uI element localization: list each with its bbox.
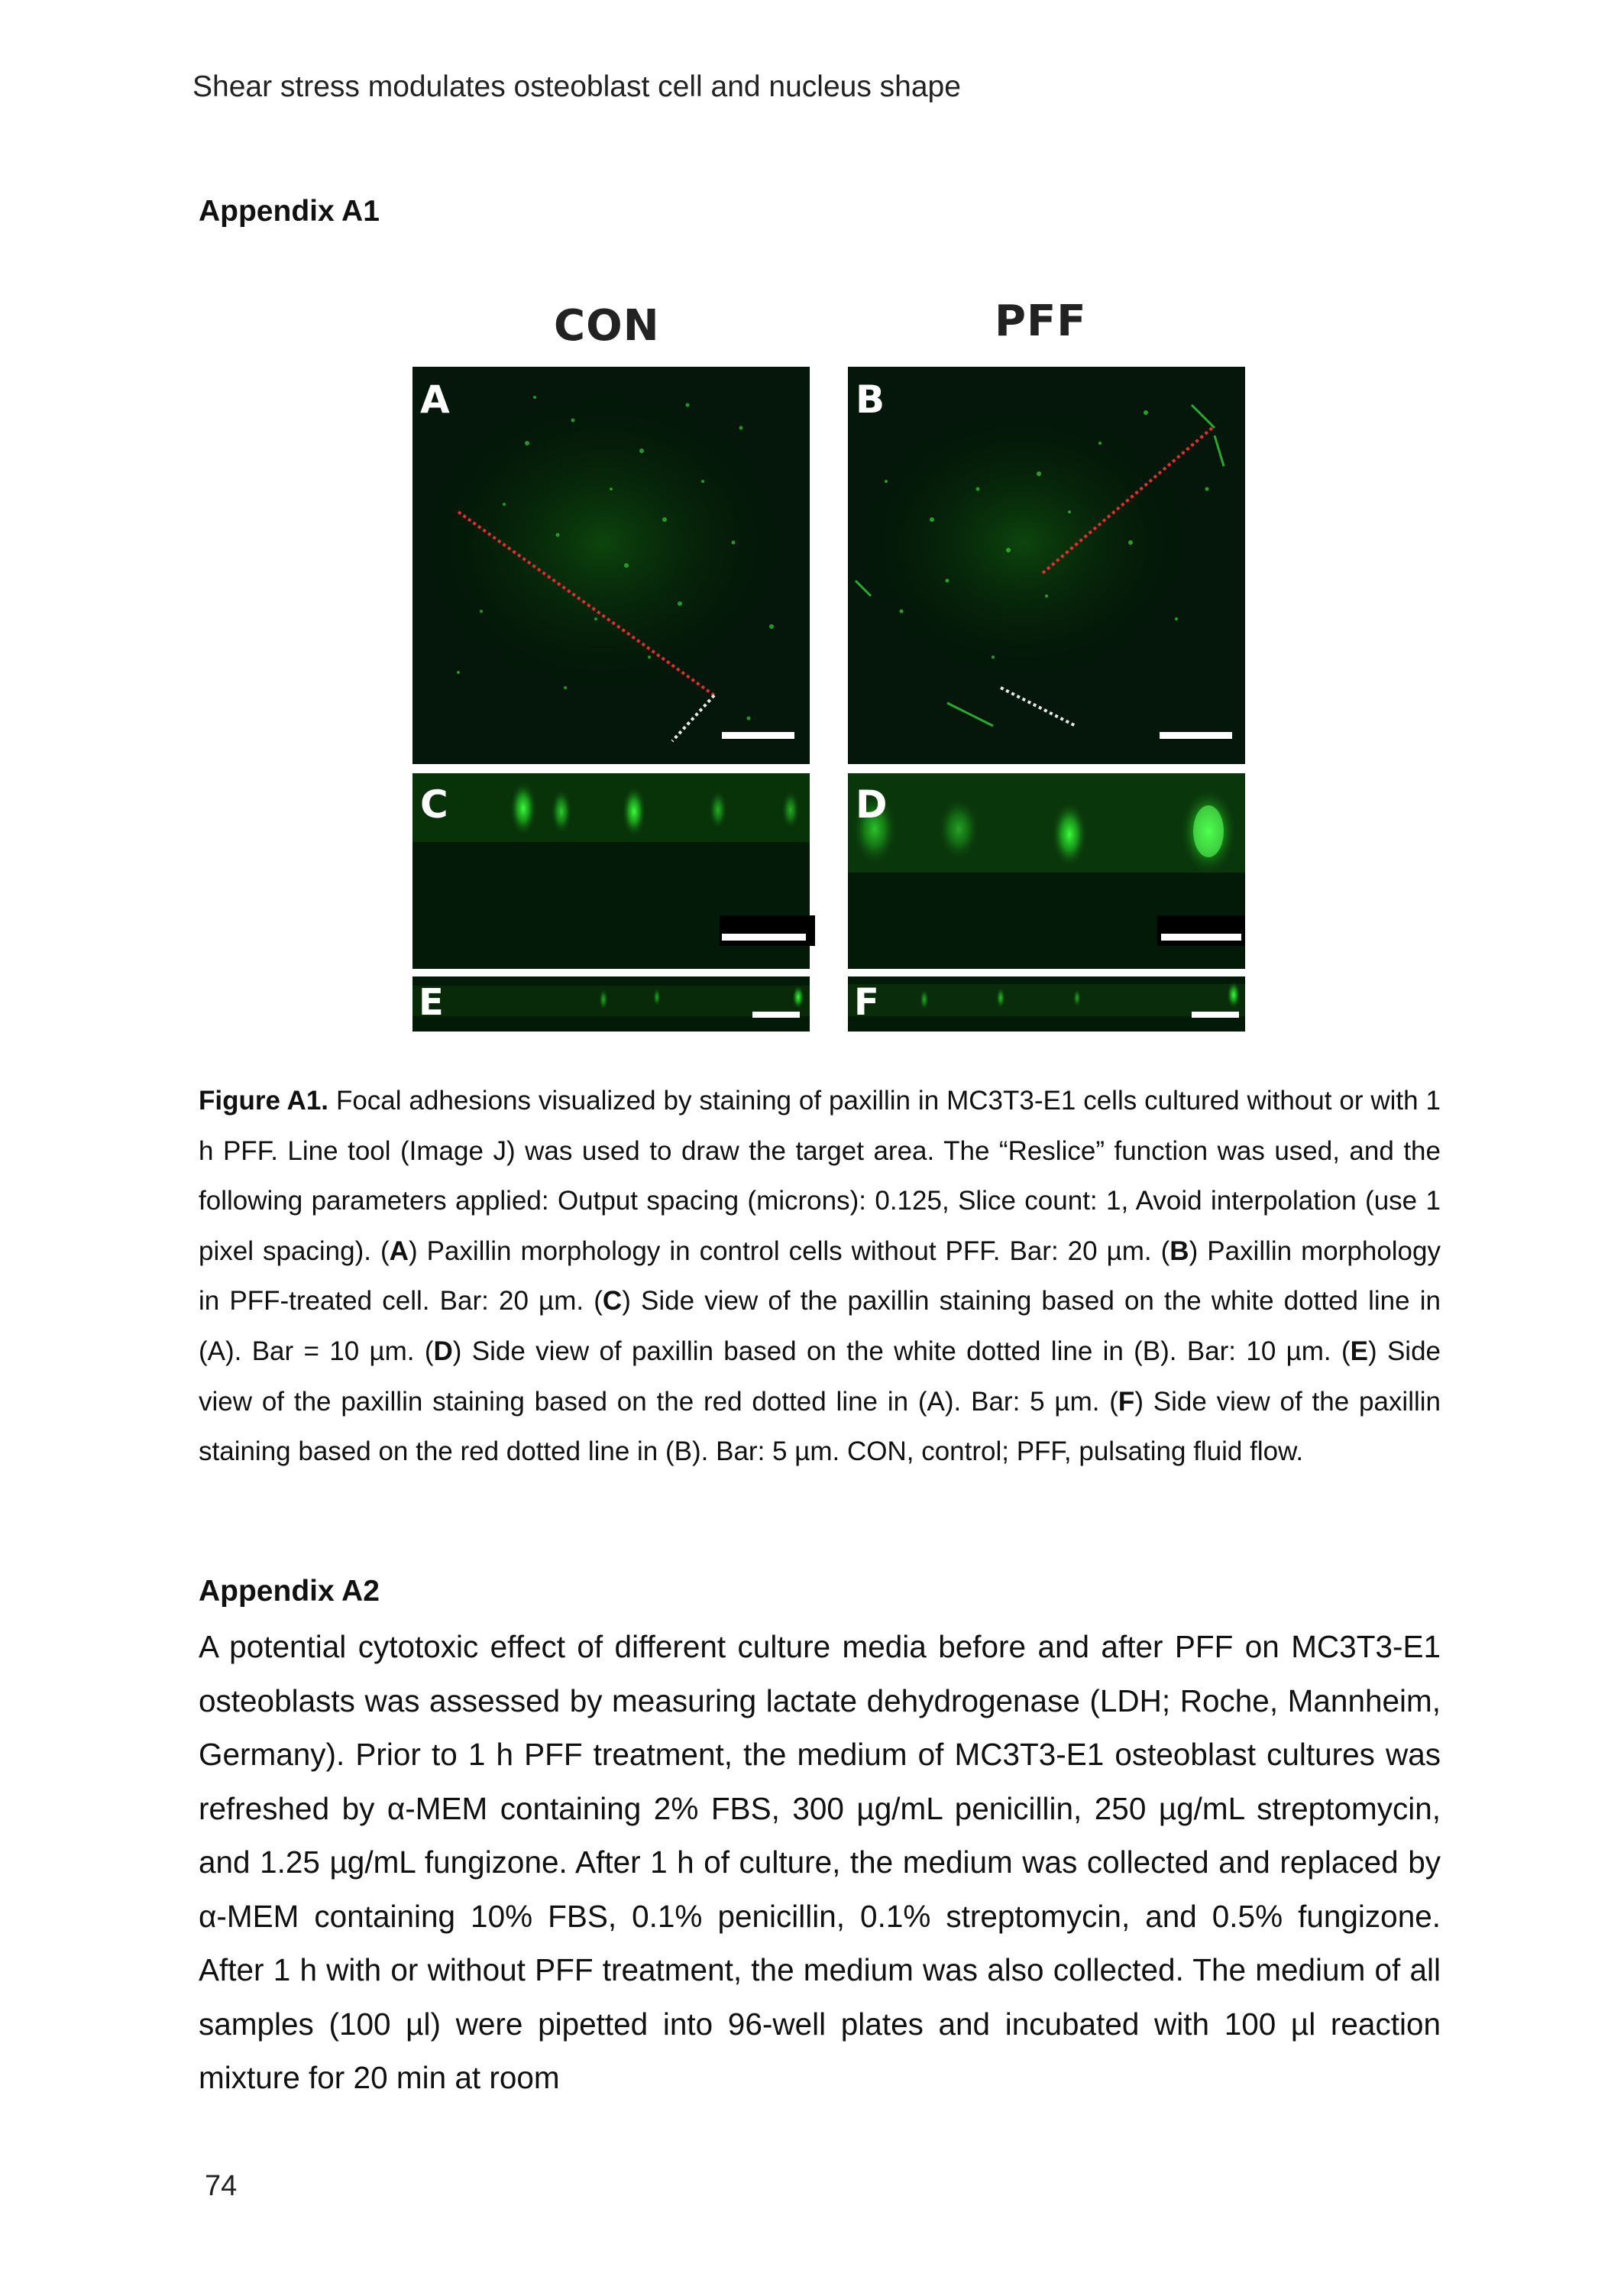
caption-text: ) Side view of paxillin based on the white dotted line in (B). Bar: 10 µm. (	[452, 1336, 1351, 1366]
micrograph-panels	[412, 290, 1245, 1039]
caption-text: ) Paxillin morphology in PFF-treated cell. Bar: 20 µm. (	[199, 1236, 1441, 1317]
scale-bar-b	[1160, 732, 1232, 739]
panel-f	[848, 976, 1245, 1032]
scale-bar-e	[752, 1012, 800, 1018]
panel-d	[848, 773, 1245, 969]
column-title-con: CON	[554, 301, 660, 351]
page-number: 74	[205, 2170, 238, 2202]
panel-label-c: C	[420, 782, 448, 827]
panel-a	[412, 367, 810, 764]
caption-ref: E	[1350, 1336, 1368, 1366]
panel-b	[848, 367, 1245, 764]
scale-bar-a	[722, 732, 794, 739]
scale-bar-d	[1161, 934, 1241, 941]
caption-ref: A	[389, 1236, 409, 1266]
caption-ref: D	[433, 1336, 453, 1366]
panel-label-b: B	[856, 377, 885, 422]
figure-a1	[412, 290, 1245, 1039]
panel-e	[412, 976, 810, 1032]
figure-a1-caption	[199, 1076, 1441, 1477]
caption-ref: F	[1118, 1386, 1135, 1417]
scale-bar-f	[1192, 1012, 1239, 1018]
appendix-a2-heading: Appendix A2	[199, 1575, 380, 1608]
caption-ref: B	[1169, 1236, 1189, 1266]
column-title-pff: PFF	[995, 296, 1087, 346]
running-header: Shear stress modulates osteoblast cell and nucleus shape	[192, 70, 961, 103]
caption-ref: C	[602, 1286, 623, 1317]
scale-bar-c	[722, 934, 806, 941]
panel-label-e: E	[419, 981, 444, 1024]
caption-text: ) Side view of the paxillin staining based on the white dotted line in (A). Bar = 10 µm. (	[199, 1286, 1441, 1366]
figure-label: Figure A1.	[199, 1086, 329, 1116]
caption-text: ) Side view of the paxillin staining based on the red dotted line in (A). Bar: 5 µm. (	[199, 1336, 1441, 1417]
appendix-a2-paragraph: A potential cytotoxic effect of different culture media before and after PFF on MC3T3-E1 osteoblasts was assessed by measuring lactate dehydrogenase (LDH; Roche, Mannheim, Germany). Prior to 1 h PFF treatment, the medium of MC3T3-E1 osteoblast cultures was refreshed by α-MEM containing 2% FBS, 300 µg/mL penicillin, 250 µg/mL streptomycin, and 1.25 µg/mL fungizone. After 1 h of culture, the medium was collected and replaced by α-MEM containing 10% FBS, 0.1% penicillin, 0.1% streptomycin, and 0.5% fungizone. After 1 h with or without PFF treatment, the medium was also collected. The medium of all samples (100 µl) were pipetted into 96-well plates and incubated with 100 µl reaction mixture for 20 min at room	[199, 1629, 1441, 2095]
caption-text: ) Side view of the paxillin staining based on the red dotted line in (B). Bar: 5 µm. CON, control; PFF, pulsating fluid flow.	[199, 1386, 1441, 1467]
appendix-a1-heading: Appendix A1	[199, 195, 380, 228]
panel-label-d: D	[856, 782, 888, 827]
caption-text: ) Paxillin morphology in control cells without PFF. Bar: 20 µm. (	[408, 1236, 1170, 1266]
panel-label-f: F	[854, 981, 879, 1024]
panel-label-a: A	[420, 377, 450, 422]
panel-c	[412, 773, 815, 969]
caption-text: Focal adhesions visualized by staining of paxillin in MC3T3-E1 cells cultured without or with 1 h PFF. Line tool (Image J) was used to draw the target area. The “Reslice” function was used, and the following parameters applied: Output spacing (microns): 0.125, Slice count: 1, Avoid interpolation (use 1 pixel spacing). (	[199, 1086, 1441, 1266]
